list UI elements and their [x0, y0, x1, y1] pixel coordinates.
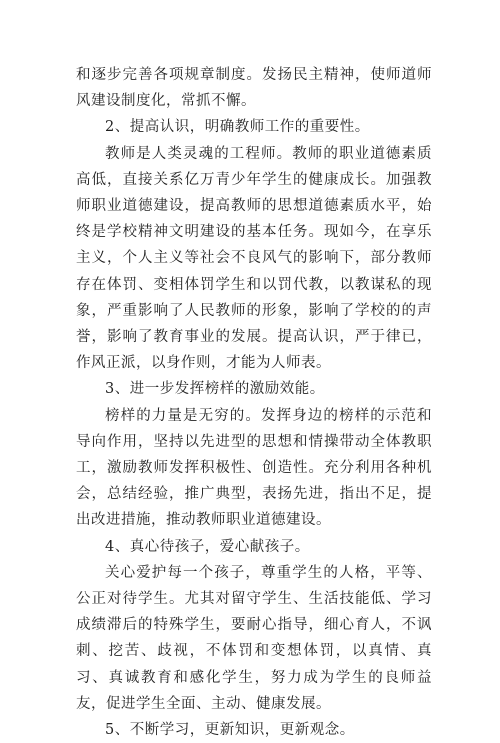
paragraph-body: 榜样的力量是无穷的。发挥身边的榜样的示范和导向作用，坚持以先进型的思想和情操带动全体教职工，激励教师发挥积极性、创造性。充分利用各种机会，总结经验，推广典型，表扬先进，指出不足，提出改进措施，推动教师职业道德建设。: [76, 407, 432, 529]
section-heading-5: 5、不断学习，更新知识，更新观念。: [105, 722, 355, 739]
paragraph-continued: 和逐步完善各项规章制度。发扬民主精神，使师道师风建设制度化，常抓不懈。: [76, 67, 432, 110]
paragraph-body: 关心爱护每一个孩子，尊重学生的人格，平等、公正对待学生。尤其对留守学生、生活技能低、学习成绩滞后的特殊学生，要耐心指导，细心育人，不讽刺、挖苦、歧视，不体罚和变想体罚，以真情、真习、真诚教育和感化学生，努力成为学生的良师益友，促进学生全面、主动、健康发展。: [76, 564, 432, 712]
section-heading-4: 4、真心待孩子，爱心献孩子。: [105, 538, 310, 555]
section-heading-2: 2、提高认识，明确教师工作的重要性。: [105, 119, 370, 136]
section-heading-3: 3、进一步发挥榜样的激励效能。: [105, 381, 325, 398]
document-body: [76, 62, 432, 743]
paragraph-body: 教师是人类灵魂的工程师。教师的职业道德素质高低，直接关系亿万青少年学生的健康成长。加强教师职业道德建设，提高教师的思想道德素质水平，始终是学校精神文明建设的基本任务。现如今，在享乐主义，个人主义等社会不良风气的影响下，部分教师存在体罚、变相体罚学生和以罚代教，以教谋私的现象，严重影响了人民教师的形象，影响了学校的的声誉，影响了教育事业的发展。提高认识，严于律已，作风正派，以身作则，才能为人师表。: [76, 145, 432, 372]
